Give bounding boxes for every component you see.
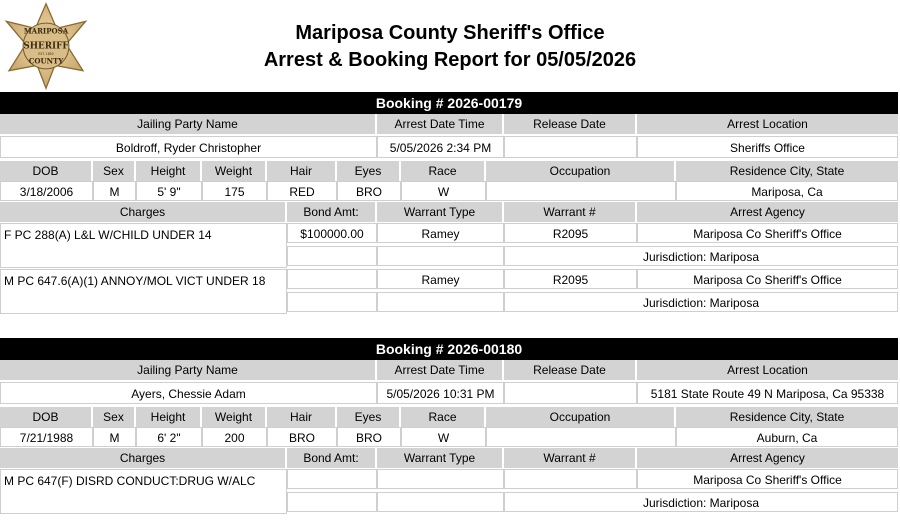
label-arrest-location: Arrest Location [637,360,898,380]
empty-cell [377,292,504,312]
sheriff-badge-icon [2,2,90,90]
race-value: W [401,181,486,201]
warrant-number-value: R2095 [504,223,637,243]
charge-description: M PC 647.6(A)(1) ANNOY/MOL VICT UNDER 18 [0,269,287,314]
empty-cell [377,246,504,266]
weight-value: 200 [202,427,267,447]
label-occupation: Occupation [486,407,676,427]
label-dob: DOB [0,407,93,427]
empty-cell [287,292,377,312]
report-subtitle: Arrest & Booking Report for 05/05/2026 [263,49,637,71]
label-hair: Hair [267,407,337,427]
label-sex: Sex [93,407,136,427]
arrest-date-time-value: 5/05/2026 2:34 PM [377,136,504,158]
label-warrant-no: Warrant # [504,202,637,222]
dob-value: 3/18/2006 [0,181,93,201]
residence-value: Mariposa, Ca [676,181,898,201]
bond-amount-value [287,269,377,289]
eyes-value: BRO [337,427,401,447]
eyes-value: BRO [337,181,401,201]
sex-value: M [93,181,136,201]
report-header [0,0,900,90]
booking-title: Booking # 2026-00179 [0,92,898,114]
dob-value: 7/21/1988 [0,427,93,447]
arrest-location-value: Sheriffs Office [637,136,898,158]
label-residence: Residence City, State [676,407,898,427]
label-sex: Sex [93,161,136,181]
label-residence: Residence City, State [676,161,898,181]
label-charges: Charges [0,448,287,468]
label-height: Height [136,161,202,181]
hair-value: BRO [267,427,337,447]
badge-top-text: MARIPOSA [23,26,69,36]
weight-value: 175 [202,181,267,201]
label-jailing-party-name: Jailing Party Name [0,114,377,134]
label-jailing-party-name: Jailing Party Name [0,360,377,380]
release-date-value [504,136,637,158]
label-race: Race [401,161,486,181]
empty-cell [287,246,377,266]
badge-small-text: EST. 1850 [38,51,54,56]
arrest-date-time-value: 5/05/2026 10:31 PM [377,382,504,404]
badge-bottom-text: COUNTY [28,56,64,66]
sex-value: M [93,427,136,447]
badge-middle-text: SHERIFF [23,41,69,52]
label-charges: Charges [0,202,287,222]
jurisdiction-value: Jurisdiction: Mariposa [504,492,898,512]
arrest-location-value: 5181 State Route 49 N Mariposa, Ca 95338 [637,382,898,404]
label-warrant-type: Warrant Type [377,448,504,468]
label-bond-amt: Bond Amt: [287,202,377,222]
label-release-date: Release Date [504,360,637,380]
booking-title: Booking # 2026-00180 [0,338,898,360]
height-value: 5' 9" [136,181,202,201]
charge-description: M PC 647(F) DISRD CONDUCT:DRUG W/ALC [0,469,287,514]
booking-record [0,92,898,316]
jurisdiction-value: Jurisdiction: Mariposa [504,292,898,312]
occupation-value [486,427,676,447]
warrant-number-value [504,469,637,489]
label-occupation: Occupation [486,161,676,181]
empty-cell [287,492,377,512]
label-arrest-date-time: Arrest Date Time [377,360,504,380]
arrest-agency-value: Mariposa Co Sheriff's Office [637,269,898,289]
height-value: 6' 2" [136,427,202,447]
label-bond-amt: Bond Amt: [287,448,377,468]
bond-amount-value [287,469,377,489]
label-weight: Weight [202,161,267,181]
jurisdiction-value: Jurisdiction: Mariposa [504,246,898,266]
booking-record [0,338,898,518]
label-release-date: Release Date [504,114,637,134]
charge-description: F PC 288(A) L&L W/CHILD UNDER 14 [0,223,287,268]
empty-cell [377,492,504,512]
label-hair: Hair [267,161,337,181]
label-arrest-location: Arrest Location [637,114,898,134]
jailing-party-name-value: Boldroff, Ryder Christopher [0,136,377,158]
label-eyes: Eyes [337,161,401,181]
label-warrant-type: Warrant Type [377,202,504,222]
label-warrant-no: Warrant # [504,448,637,468]
race-value: W [401,427,486,447]
arrest-agency-value: Mariposa Co Sheriff's Office [637,223,898,243]
jailing-party-name-value: Ayers, Chessie Adam [0,382,377,404]
warrant-type-value [377,469,504,489]
warrant-type-value: Ramey [377,223,504,243]
hair-value: RED [267,181,337,201]
label-dob: DOB [0,161,93,181]
arrest-agency-value: Mariposa Co Sheriff's Office [637,469,898,489]
bond-amount-value: $100000.00 [287,223,377,243]
label-race: Race [401,407,486,427]
label-weight: Weight [202,407,267,427]
residence-value: Auburn, Ca [676,427,898,447]
label-arrest-agency: Arrest Agency [637,448,898,468]
warrant-number-value: R2095 [504,269,637,289]
warrant-type-value: Ramey [377,269,504,289]
release-date-value [504,382,637,404]
label-eyes: Eyes [337,407,401,427]
occupation-value [486,181,676,201]
label-arrest-date-time: Arrest Date Time [377,114,504,134]
label-arrest-agency: Arrest Agency [637,202,898,222]
report-title: Mariposa County Sheriff's Office [295,22,605,44]
label-height: Height [136,407,202,427]
